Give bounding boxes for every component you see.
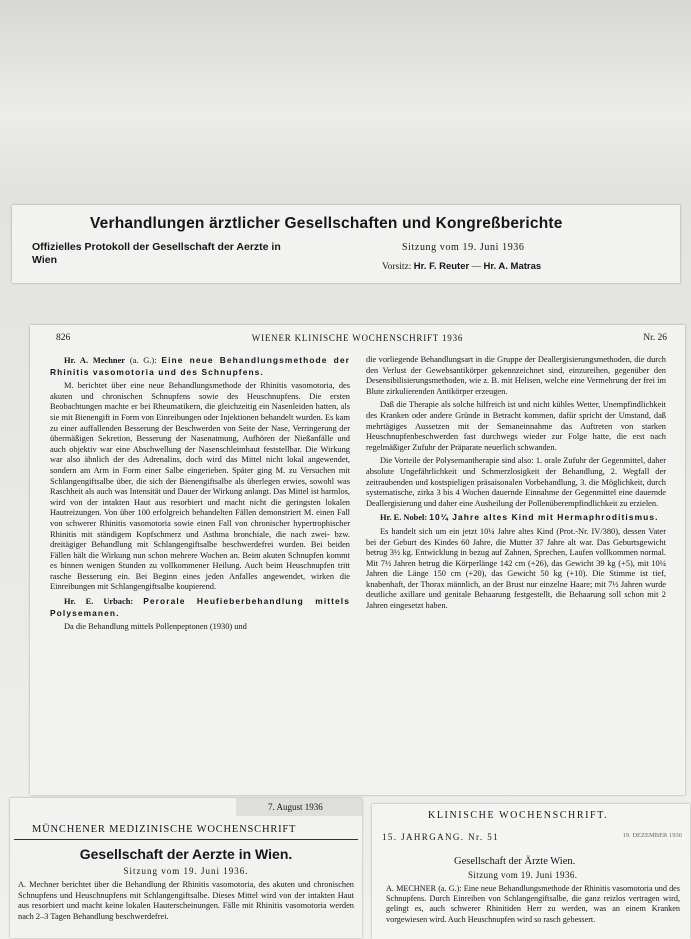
chair-2: Hr. A. Matras	[483, 261, 542, 272]
chair-label: Vorsitz:	[382, 262, 412, 272]
session-date: Sitzung vom 19. Juni 1936.	[123, 866, 249, 876]
main-article-clipping	[30, 325, 685, 795]
society-title: Gesellschaft der Ärzte Wien.	[454, 856, 576, 867]
report-text: A. Mechner berichtet über die Behandlung der Rhinitis vasomotoria, des akuten und chronischen Schnupfens und Heuschnupfens mit Schlangengiftsalbe. Dieses Mittel wird von der intakten Haut aus resorbiert und macht keine lokalen Hauterscheinungen. Fälle mit Rhinitis vasomotoria werden nach 2–3 Tagen Behandlung beschwerdefrei.	[18, 880, 354, 921]
chair-1: Hr. F. Reuter	[413, 261, 470, 272]
page-number: 826	[56, 333, 71, 343]
speaker-name: Hr. E. Urbach:	[64, 597, 134, 607]
talk-title: 10¼ Jahre altes Kind mit Hermaphroditismus.	[429, 512, 659, 523]
guest-note: (a. G.):	[129, 356, 157, 365]
talk-title: Eine neue Behandlungsmethode der Rhinitis vasomotoria und des Schnupfens.	[50, 355, 351, 377]
volume-number: 15. JAHRGANG. Nr. 51	[382, 832, 500, 842]
society-title: Gesellschaft der Aerzte in Wien.	[79, 846, 293, 862]
clipping-date: 7. August 1936	[236, 798, 362, 816]
urbach-paragraph-2: Daß die Therapie als solche hilfreich ist und nicht kühles Wetter, Unempfindlichkeit des Kranken oder andere Gründe in Betracht kommen, dafür spricht der Umstand, daß mehrtägiges Aussetzen mit der Semaneinnahme das Auftreten von starken Heuschnupfenbeschwerden fast durchwegs wieder zur Folge hatte, die erst nach regelmäßiger Zufuhr der Präparate neuerlich schwanden.	[366, 400, 666, 452]
klinische-clipping	[372, 804, 690, 939]
chair-separator: —	[471, 262, 482, 272]
chair-line	[382, 261, 541, 272]
speaker-name: Hr. E. Nobel:	[380, 513, 428, 523]
talk-title: Perorale Heufieberbehandlung mittels Polysemanen.	[50, 596, 350, 618]
nobel-paragraph: Es handelt sich um ein jetzt 10¼ Jahre altes Kind (Prot.-Nr. IV/380), dessen Vater bei der Geburt des Kindes 60 Jahre, die Mutter 37 Jahre alt war. Das Geburtsgewicht betrug 3½ kg. Entwicklung in bezug auf Zahnen, Sprechen, Laufen vollkommen normal. Mit 7½ Jahren betrug die Körperlänge 142 cm (+26), das Gewicht 39 kg (+5), mit 10¼ Jahren die Länge 150 cm (+20), das Gewicht 50 kg (+10). Die Stimme ist tief, knabenhaft, der Thorax männlich, an der Brust nur einzelne Haare; mit 7½ Jahren wurde deutliche axillare und genitale Behaarung festgestellt, die Behaarung soll schon mit 2 Jahren eingesetzt haben.	[366, 526, 666, 611]
journal-name: KLINISCHE WOCHENSCHRIFT.	[428, 810, 609, 821]
clipping-date: 19. DEZEMBER 1936	[622, 832, 682, 839]
protocol-title: Offizielles Protokoll der Gesellschaft der Aerzte in Wien	[32, 241, 281, 266]
speaker-name: Hr. A. Mechner	[64, 356, 125, 365]
urbach-paragraph: Da die Behandlung mittels Pollenpeptonen (1930) und	[64, 622, 247, 632]
clipping-edge	[30, 781, 685, 795]
journal-name: MÜNCHENER MEDIZINISCHE WOCHENSCHRIFT	[32, 824, 297, 835]
issue-number: Nr. 26	[643, 333, 667, 343]
left-column	[50, 355, 350, 636]
nobel-heading	[366, 512, 666, 524]
munich-clipping	[10, 798, 362, 938]
mechner-paragraph: M. berichtet über eine neue Behandlungsmethode der Rhinitis vasomotoria, des akuten und chronischen Schnupfens sowie des Heuschnupfens. Die ersten Beobachtungen machte er bei Rheumatikern, die gleichzeitig ein Nasenleiden hatten, als sie mit Bienengift in Form von Einreibungen oder Injektionen behandelt wurden. Es kam zu einer auffallenden Besserung der Beschwerden von Seite der Nase, Verringerung der übermäßigen Sekretion, Besserung der Nasenatmung, Aufhören der Nießanfälle und auch objektiv war eine Abschwellung der Nasenschleimhaut feststellbar. Die Wirkung war also ähnlich der des Adrenalins, doch wird das Mittel nicht lokal angewendet, sondern am Arm in Form einer Salbe eingerieben. Später ging M. zu Versuchen mit Schlangengiftsalbe über, die sich der Bienengiftsalbe als überlegen erwies, sowohl was Raschheit als auch was Intensität und Dauer der Wirkung anlangt. Das Mittel ist harmlos, wird von der intakten Haut aus resorbiert und macht nicht die geringsten lokalen Hautreizungen. Von über 100 erfolgreich behandelten Fällen demonstriert M. einen Fall von schwerer Rhinitis vasomotoria sowie einen Fall von chronischer hypertrophischer Rhinitis mit ständigem Kopfschmerz und Asthma bronchiale, die nach zwei- bzw. dreitägiger Behandlung mit Schlangengiftsalbe beschwerdefrei wurden. Bei beiden Fällen hält die Wirkung nun schon mehrere Wochen an. Beim akuten Schnupfen kommt es binnen wenigen Stunden zu vollkommener Heilung. Auch beim Heuschnupfen tritt rasche Besserung ein. Bei Beginn eines jeden Anfalles angewendet, wirken die Einreibungen mit Schlangengiftsalbe koupierend.	[50, 381, 350, 592]
right-column	[366, 355, 666, 615]
mechner-heading	[50, 355, 350, 378]
urbach-continued-paragraph: die vorliegende Behandlungsart in die Gruppe der Deallergisierungsmethoden, die durch den Verlust der Gewebsantikörper gekennzeichnet sind, einzureihen, gegenüber den Desensibilisierungsmethoden, wie z. B. mit Helisen, welche eine Vermehrung der frei im Blute zirkulierenden Antikörper erzeugen.	[366, 355, 666, 396]
section-title: Verhandlungen ärztlicher Gesellschaften und Kongreßberichte	[90, 215, 563, 232]
report-text: A. MECHNER (a. G.): Eine neue Behandlungsmethode der Rhinitis vasomotoria und des Schnupfens. Durch Einreiben von Schlangengiftsalbe, die ganz reizlos vertragen wird, gelingt es, auch schwerer Rhinitiden Herr zu werden, was an einem Kranken vorgewiesen wird. Auch Heuschnupfen wird so rasch gebessert.	[386, 884, 680, 924]
header-clipping	[12, 205, 680, 283]
session-date: Sitzung vom 19. Juni 1936.	[468, 870, 578, 880]
divider	[14, 839, 358, 840]
journal-running-head: WIENER KLINISCHE WOCHENSCHRIFT 1936	[251, 333, 464, 343]
urbach-heading	[50, 596, 350, 619]
urbach-paragraph-3: Die Vorteile der Polysemantherapie sind also: 1. orale Zufuhr der Gegenmittel, daher absolute Ungefährlichkeit und Schmerzlosigkeit der Behandlung, 2. Wegfall der zeitraubenden und kostspieligen präsaisonalen Vorbehandlung, 3. die Möglichkeit, durch systematische, zirka 3 bis 4 Wochen dauernde Einnahme der Gegenmittel eine dauernde Deallergisierung und daher eine Ausheilung der Pollenüberempfindlichkeit zu erzielen.	[366, 456, 666, 508]
session-date: Sitzung vom 19. Juni 1936	[402, 242, 525, 253]
